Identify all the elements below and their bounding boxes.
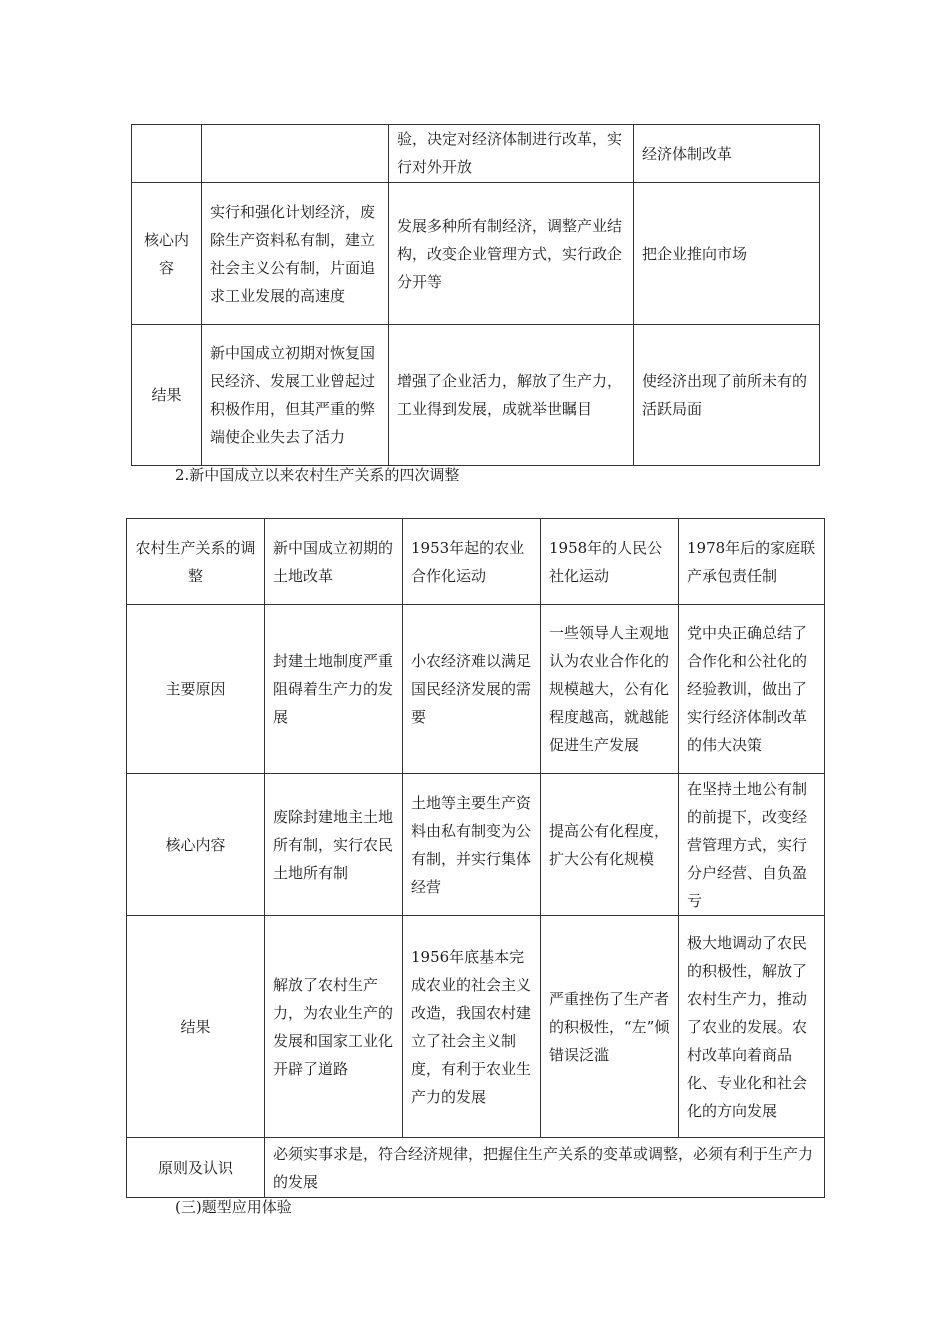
table-cell: 必须实事求是，符合经济规律，把握住生产关系的变革或调整，必须有利于生产力的发展 <box>265 1138 825 1198</box>
section-heading: (三)题型应用体验 <box>175 1198 292 1216</box>
row-label: 核心内容 <box>127 774 265 916</box>
column-header: 1958年的人民公社化运动 <box>541 519 679 605</box>
table-cell: 解放了农村生产力，为农业生产的发展和国家工业化开辟了道路 <box>265 916 403 1138</box>
table-cell: 极大地调动了农民的积极性，解放了农村生产力，推动了农业的发展。农村改革向着商品化、专业化和社会化的方向发展 <box>679 916 825 1138</box>
section-heading: 2.新中国成立以来农村生产关系的四次调整 <box>175 466 460 484</box>
row-label <box>132 125 202 183</box>
table-cell: 使经济出现了前所未有的活跃局面 <box>634 325 820 466</box>
table-row <box>132 325 820 466</box>
table-cell: 废除封建地主土地所有制，实行农民土地所有制 <box>265 774 403 916</box>
row-label: 主要原因 <box>127 605 265 774</box>
table-row <box>127 1138 825 1198</box>
table-cell: 经济体制改革 <box>634 125 820 183</box>
row-label: 原则及认识 <box>127 1138 265 1198</box>
table-cell: 新中国成立初期对恢复国民经济、发展工业曾起过积极作用，但其严重的弊端使企业失去了活力 <box>202 325 389 466</box>
table-cell: 1956年底基本完成农业的社会主义改造，我国农村建立了社会主义制度，有利于农业生产力的发展 <box>403 916 541 1138</box>
table-row <box>127 774 825 916</box>
table-cell: 提高公有化程度，扩大公有化规模 <box>541 774 679 916</box>
table-cell: 党中央正确总结了合作化和公社化的经验教训，做出了实行经济体制改革的伟大决策 <box>679 605 825 774</box>
table-cell: 把企业推向市场 <box>634 183 820 325</box>
table-cell: 封建土地制度严重阻碍着生产力的发展 <box>265 605 403 774</box>
column-header: 1953年起的农业合作化运动 <box>403 519 541 605</box>
row-label: 核心内容 <box>132 183 202 325</box>
table-row <box>132 125 820 183</box>
table-cell: 发展多种所有制经济，调整产业结构，改变企业管理方式，实行政企分开等 <box>389 183 634 325</box>
table-cell: 验，决定对经济体制进行改革，实行对外开放 <box>389 125 634 183</box>
table-cell <box>202 125 389 183</box>
economic-system-table <box>131 124 820 466</box>
table-row <box>127 916 825 1138</box>
column-header: 农村生产关系的调整 <box>127 519 265 605</box>
table-cell: 增强了企业活力，解放了生产力，工业得到发展，成就举世瞩目 <box>389 325 634 466</box>
table-row <box>132 183 820 325</box>
table-cell: 小农经济难以满足国民经济发展的需要 <box>403 605 541 774</box>
table-cell: 实行和强化计划经济，废除生产资料私有制，建立社会主义公有制，片面追求工业发展的高速度 <box>202 183 389 325</box>
row-label: 结果 <box>127 916 265 1138</box>
table-cell: 一些领导人主观地认为农业合作化的规模越大，公有化程度越高，就越能促进生产发展 <box>541 605 679 774</box>
column-header: 1978年后的家庭联产承包责任制 <box>679 519 825 605</box>
table-row <box>127 605 825 774</box>
table-cell: 在坚持土地公有制的前提下，改变经营管理方式，实行分户经营、自负盈亏 <box>679 774 825 916</box>
row-label: 结果 <box>132 325 202 466</box>
table-cell: 土地等主要生产资料由私有制变为公有制，并实行集体经营 <box>403 774 541 916</box>
table-header-row <box>127 519 825 605</box>
column-header: 新中国成立初期的土地改革 <box>265 519 403 605</box>
table-cell: 严重挫伤了生产者的积极性，“左”倾错误泛滥 <box>541 916 679 1138</box>
rural-relations-table <box>126 518 825 1198</box>
